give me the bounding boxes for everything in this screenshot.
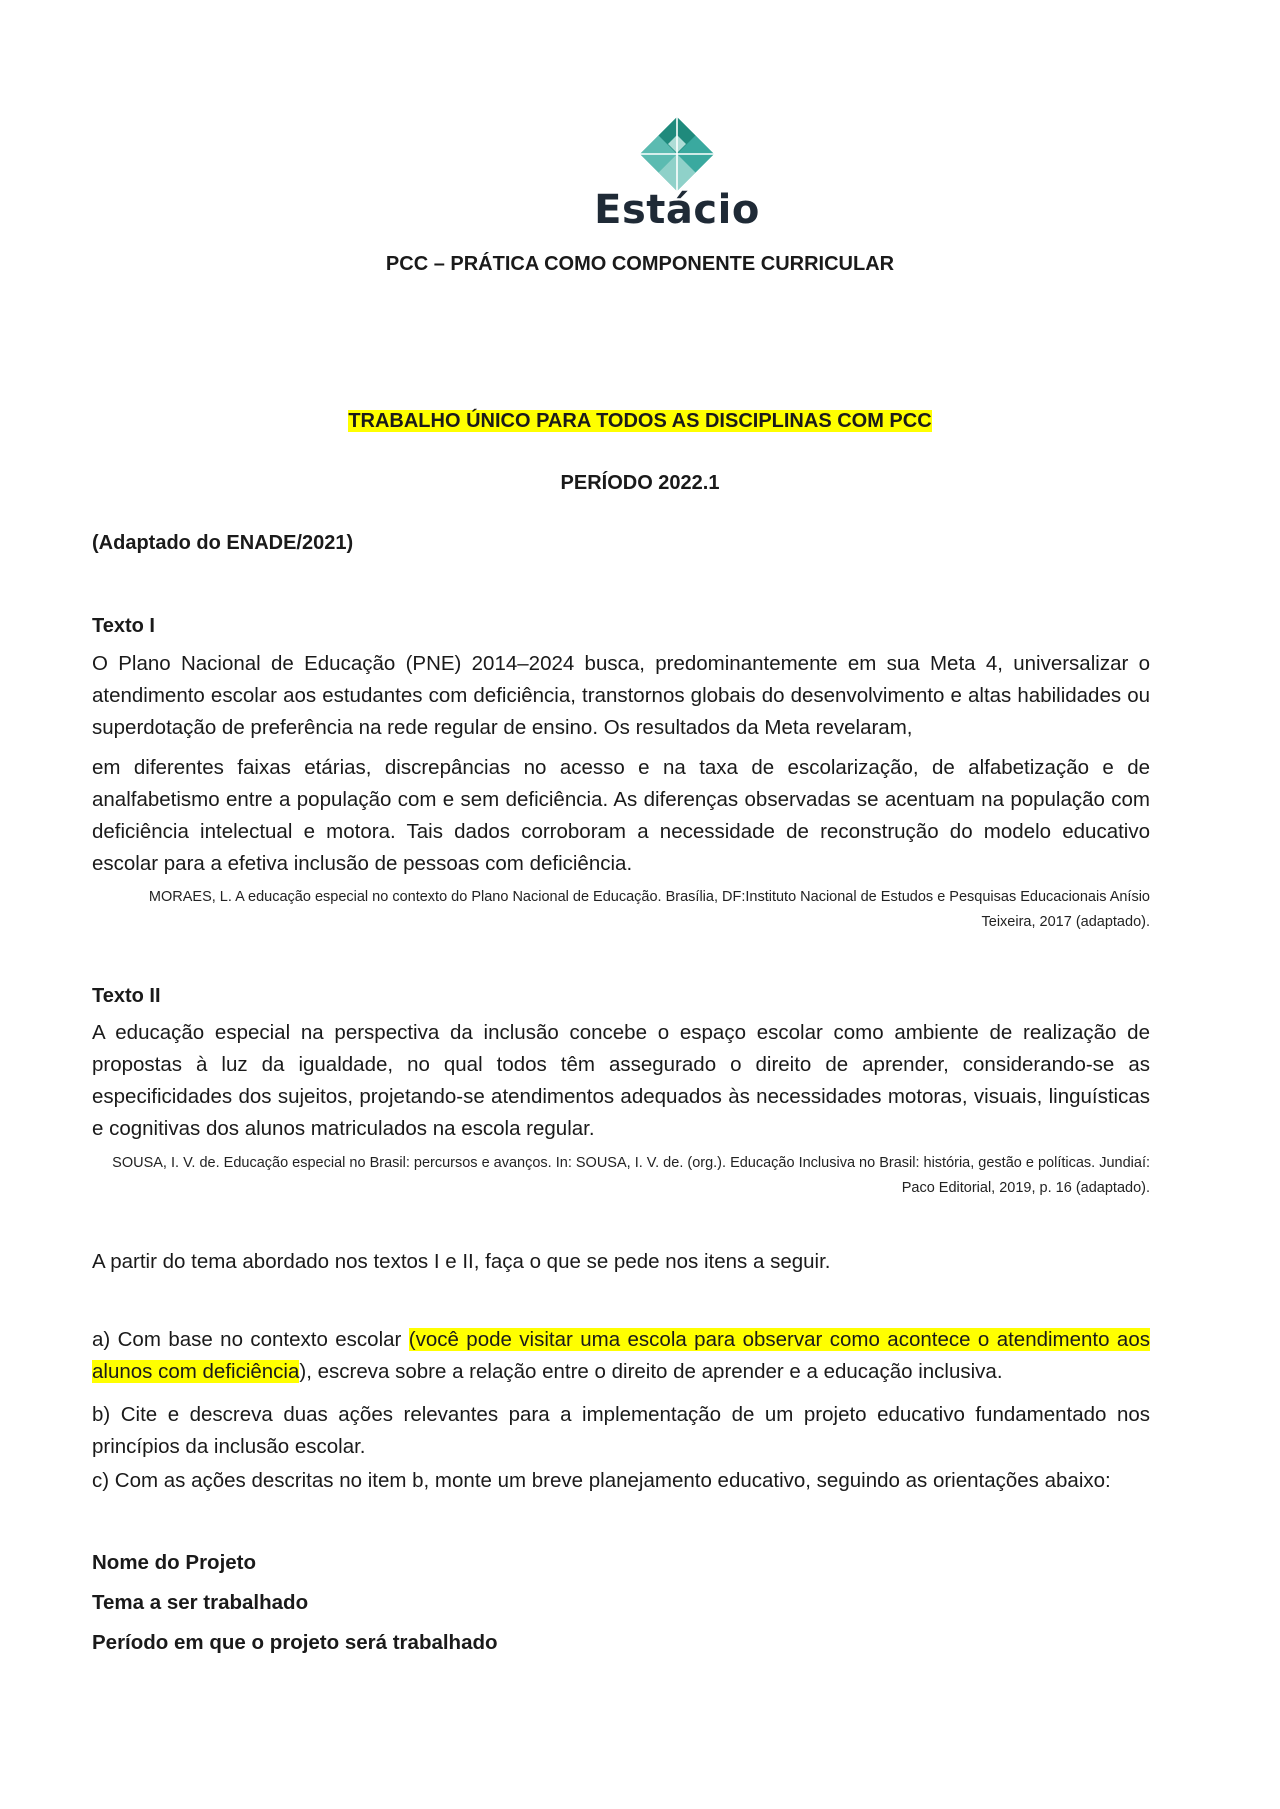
plan-item-period: Período em que o projeto será trabalhado — [92, 1631, 498, 1654]
estacio-logo-icon — [638, 115, 716, 193]
estacio-logo — [592, 115, 762, 240]
plan-item-theme: Tema a ser trabalhado — [92, 1591, 309, 1614]
texto1-paragraph-1: O Plano Nacional de Educação (PNE) 2014–2024 busca, predominantemente em sua Meta 4, universalizar o atendimento escolar aos estudantes com deficiência, transtornos globais do desenvolvimento e altas habilidades ou superdotação de preferência na rede regular de ensino. Os resultados da Meta revelaram, — [92, 652, 1150, 739]
work-title-highlight: TRABALHO ÚNICO PARA TODOS AS DISCIPLINAS COM PCC — [348, 410, 932, 432]
texto2-citation: SOUSA, I. V. de. Educação especial no Brasil: percursos e avanços. In: SOUSA, I. V. de. (org.). Educação Inclusiva no Brasil: história, gestão e políticas. Jundiaí: Paco Editorial, 2019, p. 16 (adaptado). — [112, 1155, 1150, 1196]
source-note: (Adaptado do ENADE/2021) — [92, 532, 354, 554]
item-a-highlight: (você pode visitar uma escola para observar como acontece o atendimento aos alunos com deficiência — [92, 1328, 1150, 1383]
texto2-heading: Texto II — [92, 985, 161, 1007]
estacio-brand-name: Estácio — [594, 187, 760, 233]
page-title: PCC – PRÁTICA COMO COMPONENTE CURRICULAR — [385, 253, 895, 275]
item-b: b) Cite e descreva duas ações relevantes para a implementação de um projeto educativo fundamentado nos princípios da inclusão escolar. — [92, 1403, 1150, 1458]
item-a-end: ), escreva sobre a relação entre o direito de aprender e a educação inclusiva. — [299, 1360, 1003, 1383]
plan-item-project-name: Nome do Projeto — [92, 1551, 257, 1574]
work-title — [0, 410, 1280, 433]
texto1-heading: Texto I — [92, 615, 155, 637]
item-a-start: a) Com base no contexto escolar — [92, 1328, 409, 1351]
texto2-paragraph: A educação especial na perspectiva da inclusão concebe o espaço escolar como ambiente de realização de propostas à luz da igualdade, no qual todos têm assegurado o direito de aprender, considerando-se as especificidades dos sujeitos, projetando-se atendimentos adequados às necessidades motoras, visuais, linguísticas e cognitivas dos alunos matriculados na escola regular. — [92, 1021, 1150, 1140]
instructions-intro: A partir do tema abordado nos textos I e II, faça o que se pede nos itens a seguir. — [92, 1250, 831, 1273]
period-label: PERÍODO 2022.1 — [560, 472, 720, 494]
texto1-citation: MORAES, L. A educação especial no contexto do Plano Nacional de Educação. Brasília, DF:Instituto Nacional de Estudos e Pesquisas Educacionais Anísio Teixeira, 2017 (adaptado). — [148, 889, 1150, 930]
item-c: c) Com as ações descritas no item b, monte um breve planejamento educativo, seguindo as orientações abaixo: — [92, 1469, 1111, 1492]
texto1-paragraph-2: em diferentes faixas etárias, discrepâncias no acesso e na taxa de escolarização, de alfabetização e de analfabetismo entre a população com e sem deficiência. As diferenças observadas se acentuam na população com deficiência intelectual e motora. Tais dados corroboram a necessidade de reconstrução do modelo educativo escolar para a efetiva inclusão de pessoas com deficiência. — [92, 756, 1150, 875]
item-a — [92, 1324, 1150, 1388]
